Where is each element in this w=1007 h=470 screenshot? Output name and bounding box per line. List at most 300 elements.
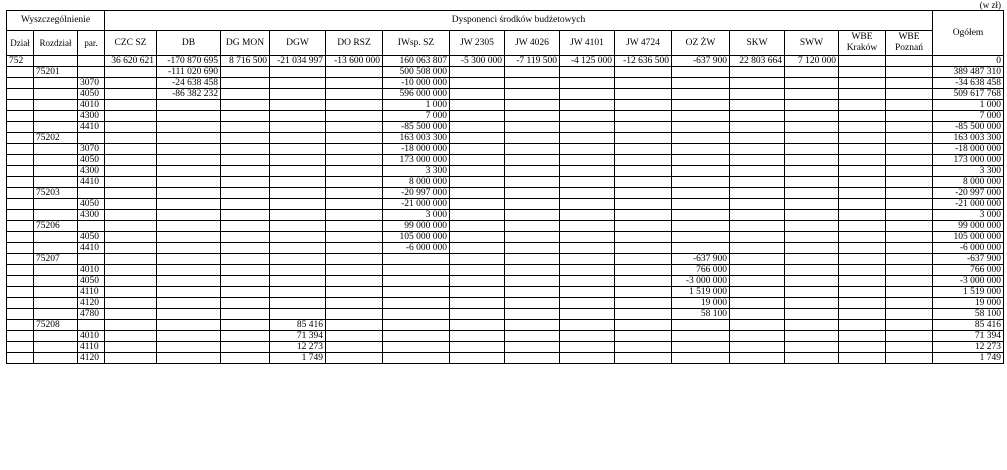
cell-value <box>221 199 270 210</box>
cell-value <box>672 111 730 122</box>
cell-paragraf <box>78 188 105 199</box>
cell-value <box>672 232 730 243</box>
cell-value <box>785 320 839 331</box>
cell-value <box>221 111 270 122</box>
cell-value <box>450 122 505 133</box>
cell-value: -21 000 000 <box>383 199 450 210</box>
cell-value <box>560 100 615 111</box>
cell-value <box>839 353 886 364</box>
cell-value <box>157 122 221 133</box>
cell-value <box>450 188 505 199</box>
cell-total: -85 500 000 <box>933 122 1004 133</box>
cell-rozdzial <box>34 144 78 155</box>
cell-value <box>785 287 839 298</box>
cell-value <box>326 199 383 210</box>
cell-value <box>505 342 560 353</box>
cell-value: -20 997 000 <box>383 188 450 199</box>
cell-value <box>785 342 839 353</box>
header-disponent: SWW <box>785 31 839 56</box>
cell-value <box>105 144 157 155</box>
cell-value <box>560 331 615 342</box>
header-disponent: WBE Poznań <box>886 31 933 56</box>
cell-paragraf: 4050 <box>78 232 105 243</box>
cell-value: 19 000 <box>672 298 730 309</box>
cell-dzial: 752 <box>7 56 34 67</box>
cell-value <box>615 287 672 298</box>
cell-value <box>730 133 785 144</box>
cell-value <box>730 122 785 133</box>
cell-paragraf: 4050 <box>78 155 105 166</box>
table-row <box>7 188 1004 199</box>
table-row <box>7 221 1004 232</box>
header-group-disponents: Dysponenci środków budżetowych <box>105 11 933 31</box>
cell-value <box>886 353 933 364</box>
cell-value <box>730 177 785 188</box>
cell-value <box>730 166 785 177</box>
cell-value <box>560 78 615 89</box>
table-row <box>7 331 1004 342</box>
cell-value <box>105 155 157 166</box>
cell-value <box>270 122 326 133</box>
cell-value <box>105 78 157 89</box>
table-row <box>7 89 1004 100</box>
cell-value <box>560 276 615 287</box>
table-row <box>7 67 1004 78</box>
cell-value <box>615 353 672 364</box>
cell-paragraf: 4120 <box>78 298 105 309</box>
cell-value: 8 000 000 <box>383 177 450 188</box>
cell-paragraf: 4050 <box>78 89 105 100</box>
cell-value <box>886 210 933 221</box>
cell-value <box>672 133 730 144</box>
cell-value <box>785 188 839 199</box>
cell-value <box>505 221 560 232</box>
cell-value <box>839 100 886 111</box>
cell-rozdzial <box>34 309 78 320</box>
cell-value <box>839 287 886 298</box>
cell-paragraf: 4110 <box>78 342 105 353</box>
cell-value <box>839 309 886 320</box>
cell-value <box>157 111 221 122</box>
cell-value <box>157 199 221 210</box>
cell-value <box>839 122 886 133</box>
cell-value <box>450 133 505 144</box>
cell-value <box>157 133 221 144</box>
cell-value <box>221 166 270 177</box>
cell-value <box>326 89 383 100</box>
cell-paragraf: 4410 <box>78 177 105 188</box>
cell-value <box>505 353 560 364</box>
budget-table <box>6 10 1004 364</box>
cell-value <box>270 309 326 320</box>
cell-value <box>221 133 270 144</box>
cell-value <box>326 276 383 287</box>
cell-value <box>672 243 730 254</box>
cell-value <box>105 287 157 298</box>
cell-value <box>615 210 672 221</box>
cell-value <box>505 133 560 144</box>
cell-value <box>839 155 886 166</box>
cell-value <box>326 232 383 243</box>
cell-value <box>105 67 157 78</box>
cell-dzial <box>7 144 34 155</box>
cell-value <box>105 177 157 188</box>
cell-value <box>450 243 505 254</box>
cell-value <box>157 188 221 199</box>
cell-value <box>672 144 730 155</box>
cell-value <box>221 67 270 78</box>
cell-value <box>615 122 672 133</box>
cell-value <box>105 320 157 331</box>
cell-value <box>560 155 615 166</box>
cell-total: 173 000 000 <box>933 155 1004 166</box>
cell-value <box>270 111 326 122</box>
cell-value <box>505 111 560 122</box>
cell-value <box>886 155 933 166</box>
cell-value <box>105 188 157 199</box>
cell-value <box>505 67 560 78</box>
cell-value <box>785 276 839 287</box>
cell-total: 163 003 300 <box>933 133 1004 144</box>
cell-value <box>560 210 615 221</box>
cell-value <box>560 144 615 155</box>
cell-value <box>157 353 221 364</box>
cell-value <box>326 122 383 133</box>
cell-value <box>326 67 383 78</box>
cell-total: -20 997 000 <box>933 188 1004 199</box>
cell-value <box>615 67 672 78</box>
cell-value <box>383 276 450 287</box>
cell-rozdzial: 75202 <box>34 133 78 144</box>
cell-value <box>505 243 560 254</box>
cell-value <box>221 309 270 320</box>
cell-value <box>505 331 560 342</box>
cell-rozdzial <box>34 331 78 342</box>
cell-value: 58 100 <box>672 309 730 320</box>
cell-value <box>672 89 730 100</box>
cell-paragraf: 4300 <box>78 210 105 221</box>
cell-value <box>839 188 886 199</box>
header-disponent: DG MON <box>221 31 270 56</box>
cell-value <box>839 78 886 89</box>
cell-total: 8 000 000 <box>933 177 1004 188</box>
cell-value <box>560 199 615 210</box>
unit-note: (w zł) <box>979 0 1001 10</box>
cell-value: 1 749 <box>270 353 326 364</box>
cell-value <box>886 144 933 155</box>
cell-value <box>785 144 839 155</box>
cell-value: 1 000 <box>383 100 450 111</box>
cell-paragraf: 4010 <box>78 265 105 276</box>
cell-value <box>839 144 886 155</box>
cell-value <box>221 100 270 111</box>
cell-value: 85 416 <box>270 320 326 331</box>
cell-value <box>730 221 785 232</box>
table-row <box>7 177 1004 188</box>
cell-value <box>270 133 326 144</box>
cell-value <box>886 309 933 320</box>
cell-value <box>886 298 933 309</box>
cell-value: -18 000 000 <box>383 144 450 155</box>
cell-value <box>785 353 839 364</box>
cell-value: 7 000 <box>383 111 450 122</box>
cell-value <box>672 155 730 166</box>
cell-value: -7 119 500 <box>505 56 560 67</box>
cell-value <box>615 298 672 309</box>
cell-rozdzial: 75201 <box>34 67 78 78</box>
table-row <box>7 287 1004 298</box>
cell-value <box>450 111 505 122</box>
cell-value <box>221 89 270 100</box>
cell-value <box>383 254 450 265</box>
cell-value <box>450 89 505 100</box>
table-row <box>7 265 1004 276</box>
cell-value <box>505 265 560 276</box>
cell-dzial <box>7 188 34 199</box>
cell-value <box>730 276 785 287</box>
cell-dzial <box>7 155 34 166</box>
cell-dzial <box>7 320 34 331</box>
header-total: Ogółem <box>933 11 1004 56</box>
cell-value <box>886 287 933 298</box>
cell-rozdzial <box>34 342 78 353</box>
header-disponent: IWsp. SZ <box>383 31 450 56</box>
cell-value <box>886 177 933 188</box>
cell-value <box>560 122 615 133</box>
cell-value <box>886 221 933 232</box>
cell-value: -21 034 997 <box>270 56 326 67</box>
cell-value: 36 620 621 <box>105 56 157 67</box>
cell-value <box>221 144 270 155</box>
cell-value <box>270 232 326 243</box>
cell-value <box>886 111 933 122</box>
cell-rozdzial <box>34 122 78 133</box>
cell-value: 596 000 000 <box>383 89 450 100</box>
cell-value: -13 600 000 <box>326 56 383 67</box>
cell-value <box>505 232 560 243</box>
cell-value <box>450 210 505 221</box>
cell-value <box>450 342 505 353</box>
header-disponent: JW 4101 <box>560 31 615 56</box>
cell-paragraf: 4300 <box>78 111 105 122</box>
cell-dzial <box>7 232 34 243</box>
cell-value <box>730 144 785 155</box>
cell-value <box>450 166 505 177</box>
cell-paragraf <box>78 56 105 67</box>
cell-value <box>157 298 221 309</box>
cell-value <box>886 166 933 177</box>
cell-value <box>730 67 785 78</box>
cell-paragraf: 3070 <box>78 144 105 155</box>
cell-value <box>785 210 839 221</box>
cell-value <box>105 342 157 353</box>
cell-dzial <box>7 177 34 188</box>
cell-total: 12 273 <box>933 342 1004 353</box>
cell-value <box>221 276 270 287</box>
cell-value <box>785 254 839 265</box>
cell-value <box>221 254 270 265</box>
cell-value: -111 020 690 <box>157 67 221 78</box>
cell-value: 99 000 000 <box>383 221 450 232</box>
cell-value <box>839 232 886 243</box>
cell-value <box>270 100 326 111</box>
cell-rozdzial <box>34 155 78 166</box>
cell-value <box>505 78 560 89</box>
cell-value <box>326 78 383 89</box>
cell-value <box>672 100 730 111</box>
cell-rozdzial <box>34 177 78 188</box>
cell-dzial <box>7 254 34 265</box>
cell-value <box>383 287 450 298</box>
cell-value <box>157 166 221 177</box>
cell-value <box>785 309 839 320</box>
cell-paragraf: 4780 <box>78 309 105 320</box>
cell-total: 766 000 <box>933 265 1004 276</box>
header-disponent: OZ ŻW <box>672 31 730 56</box>
cell-value <box>560 353 615 364</box>
cell-paragraf <box>78 67 105 78</box>
cell-value <box>270 265 326 276</box>
cell-value <box>450 67 505 78</box>
cell-value <box>383 353 450 364</box>
cell-value: 766 000 <box>672 265 730 276</box>
cell-value <box>615 331 672 342</box>
cell-value <box>450 331 505 342</box>
cell-paragraf: 4010 <box>78 331 105 342</box>
cell-value <box>560 254 615 265</box>
cell-value <box>615 133 672 144</box>
cell-value <box>105 100 157 111</box>
cell-value <box>560 320 615 331</box>
cell-dzial <box>7 221 34 232</box>
cell-value <box>157 342 221 353</box>
cell-value <box>730 100 785 111</box>
cell-value <box>221 298 270 309</box>
cell-value <box>326 265 383 276</box>
cell-value <box>505 276 560 287</box>
cell-value <box>105 133 157 144</box>
table-row <box>7 155 1004 166</box>
cell-value <box>560 309 615 320</box>
cell-rozdzial <box>34 166 78 177</box>
cell-value <box>839 320 886 331</box>
cell-total: 1 749 <box>933 353 1004 364</box>
cell-value <box>450 254 505 265</box>
cell-dzial <box>7 331 34 342</box>
cell-value <box>505 166 560 177</box>
cell-value <box>270 177 326 188</box>
cell-value <box>615 221 672 232</box>
cell-value <box>105 331 157 342</box>
cell-value <box>450 353 505 364</box>
cell-value <box>560 177 615 188</box>
cell-value <box>615 320 672 331</box>
cell-value <box>105 89 157 100</box>
cell-value <box>886 78 933 89</box>
cell-rozdzial: 75207 <box>34 254 78 265</box>
cell-value <box>839 331 886 342</box>
cell-value <box>450 298 505 309</box>
cell-value <box>730 243 785 254</box>
cell-value <box>785 78 839 89</box>
cell-value <box>785 111 839 122</box>
cell-value <box>560 166 615 177</box>
cell-value <box>221 342 270 353</box>
cell-value <box>221 210 270 221</box>
cell-rozdzial <box>34 78 78 89</box>
cell-total: 1 000 <box>933 100 1004 111</box>
cell-value <box>672 188 730 199</box>
header-disponent: JW 4724 <box>615 31 672 56</box>
cell-value <box>157 320 221 331</box>
cell-value <box>383 320 450 331</box>
cell-value <box>672 342 730 353</box>
cell-value <box>785 331 839 342</box>
cell-value <box>326 177 383 188</box>
cell-total: -637 900 <box>933 254 1004 265</box>
cell-dzial <box>7 122 34 133</box>
cell-paragraf: 4410 <box>78 122 105 133</box>
cell-value <box>270 166 326 177</box>
cell-paragraf: 4410 <box>78 243 105 254</box>
cell-value <box>105 243 157 254</box>
cell-value <box>886 342 933 353</box>
cell-value <box>730 265 785 276</box>
header-disponent: SKW <box>730 31 785 56</box>
cell-value <box>839 243 886 254</box>
cell-value <box>221 265 270 276</box>
cell-value <box>730 232 785 243</box>
table-header <box>7 11 1004 56</box>
header-group-specification: Wyszczególnienie <box>7 11 105 31</box>
cell-total: -34 638 458 <box>933 78 1004 89</box>
cell-value <box>450 177 505 188</box>
cell-paragraf: 4300 <box>78 166 105 177</box>
table-row <box>7 100 1004 111</box>
cell-value <box>326 298 383 309</box>
cell-value <box>157 331 221 342</box>
cell-dzial <box>7 78 34 89</box>
cell-value <box>505 298 560 309</box>
table-row <box>7 144 1004 155</box>
cell-value <box>383 298 450 309</box>
cell-value <box>505 144 560 155</box>
cell-value: -4 125 000 <box>560 56 615 67</box>
cell-value <box>221 122 270 133</box>
cell-value <box>672 166 730 177</box>
cell-value <box>730 298 785 309</box>
table-row <box>7 210 1004 221</box>
cell-total: 7 000 <box>933 111 1004 122</box>
cell-value <box>886 243 933 254</box>
cell-value <box>450 276 505 287</box>
table-row <box>7 199 1004 210</box>
cell-total: 509 617 768 <box>933 89 1004 100</box>
cell-value <box>886 56 933 67</box>
cell-value <box>615 309 672 320</box>
cell-value <box>270 287 326 298</box>
cell-rozdzial <box>34 89 78 100</box>
cell-value <box>886 122 933 133</box>
cell-value <box>326 342 383 353</box>
cell-paragraf <box>78 320 105 331</box>
cell-value <box>785 221 839 232</box>
cell-paragraf: 4050 <box>78 199 105 210</box>
cell-value <box>105 298 157 309</box>
cell-value <box>505 155 560 166</box>
cell-value <box>450 232 505 243</box>
cell-value <box>839 166 886 177</box>
